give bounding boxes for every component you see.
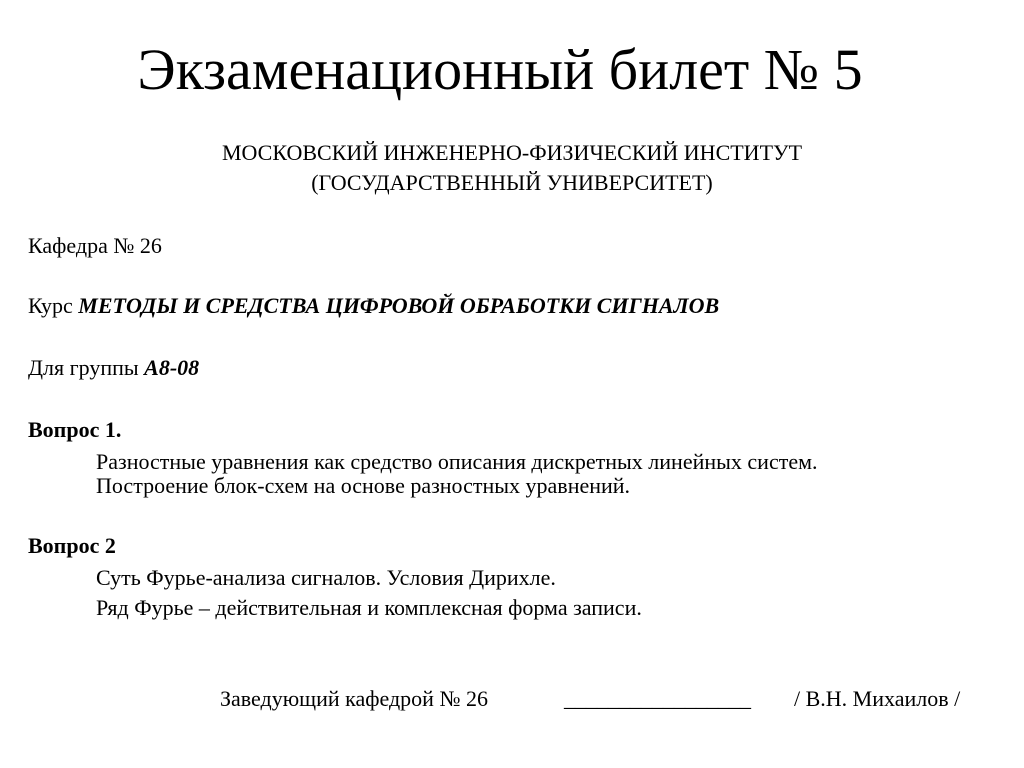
department-line: Кафедра № 26 (28, 233, 162, 258)
group-line (28, 354, 199, 382)
institute-name-line1: МОСКОВСКИЙ ИНЖЕНЕРНО-ФИЗИЧЕСКИЙ ИНСТИТУТ (221, 140, 803, 165)
question-2-heading: Вопрос 2 (28, 533, 116, 558)
course-label: Курс (28, 293, 73, 318)
signature-name: / В.Н. Михаилов / (794, 686, 961, 711)
question-2-line-2: Ряд Фурье – действительная и комплексная форма записи. (96, 595, 642, 620)
group-label: Для группы (28, 355, 139, 380)
question-2-line-1: Суть Фурье-анализа сигналов. Условия Дирихле. (96, 565, 556, 590)
question-1-heading: Вопрос 1. (28, 417, 122, 442)
ticket-title: Экзаменационный билет № 5 (137, 37, 863, 102)
institute-name-line2: (ГОСУДАРСТВЕННЫЙ УНИВЕРСИТЕТ) (311, 170, 713, 195)
course-line (28, 292, 719, 320)
question-1-line-2: Построение блок-схем на основе разностных уравнений. (96, 473, 631, 498)
group-name: А8-08 (144, 355, 200, 380)
course-name: МЕТОДЫ И СРЕДСТВА ЦИФРОВОЙ ОБРАБОТКИ СИГНАЛОВ (78, 293, 720, 318)
question-1-line-1: Разностные уравнения как средство описания дискретных линейных систем. (96, 449, 818, 474)
signature-role: Заведующий кафедрой № 26 (220, 686, 488, 711)
signature-blank-line: _________________ (564, 686, 751, 711)
